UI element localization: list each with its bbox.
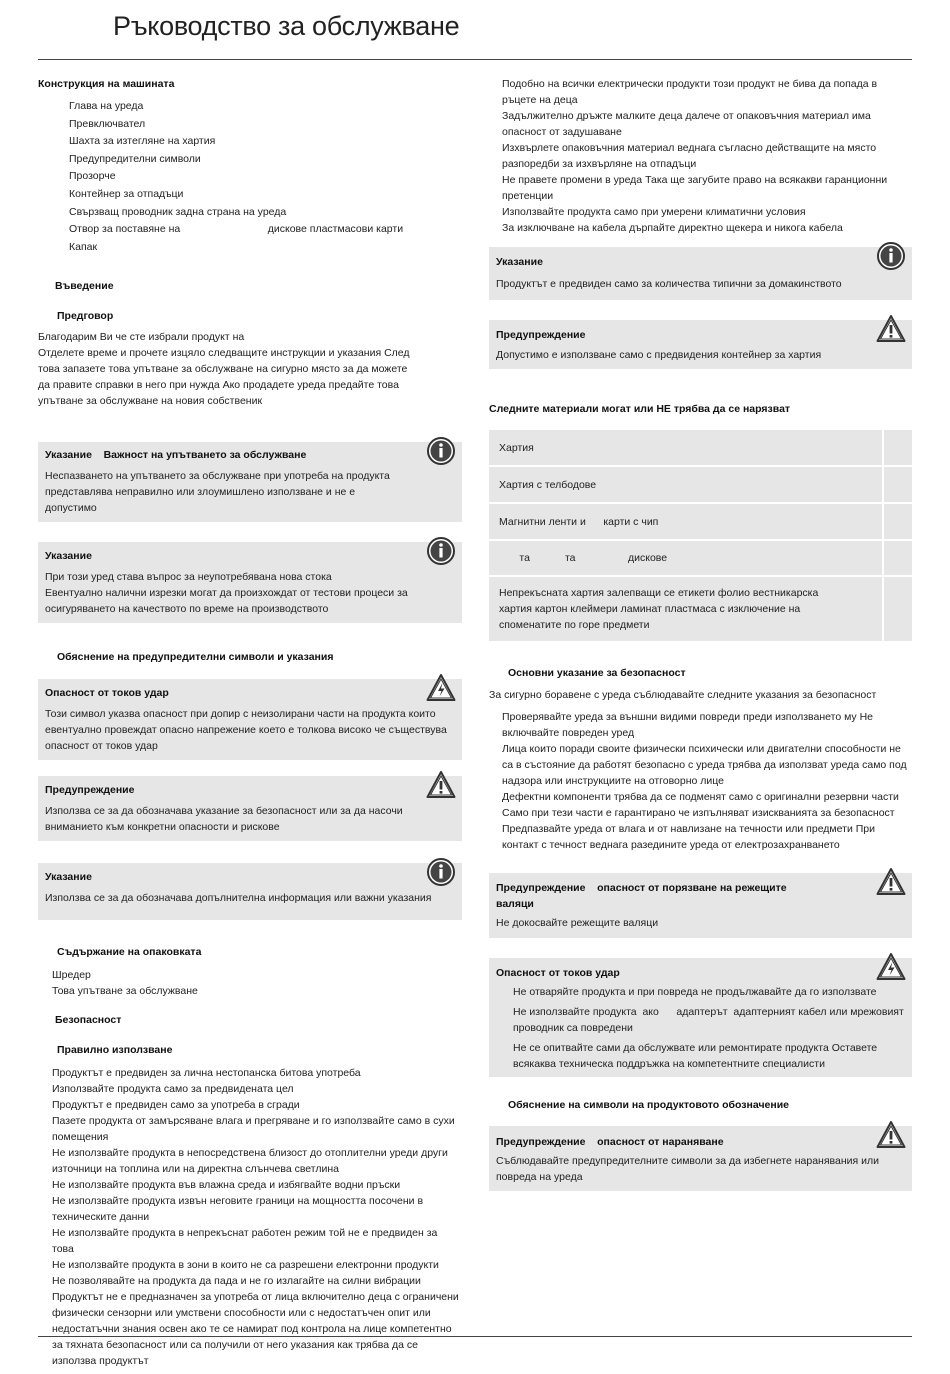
info-icon: [426, 436, 456, 466]
box-text: Не докосвайте режещите валяци: [496, 917, 659, 929]
foreword-heading: Предговор: [57, 310, 114, 323]
box-list: [513, 984, 905, 1072]
page-title: Ръководство за обслужване: [113, 11, 460, 41]
construction-heading: Конструкция на машината: [38, 78, 175, 90]
material-cell: Непрекъсната хартия залепващи се етикети фолио вестникарска хартия картон клеймери ламинат пластмаса с изключение на споменатите по горе предмети: [489, 576, 883, 642]
construction-item: Капак: [69, 240, 98, 253]
material-cell: та та дискове: [489, 540, 883, 576]
proper-use-heading: Правилно използване: [57, 1044, 173, 1057]
info-icon: [876, 241, 906, 271]
construction-item: Превключвател: [69, 117, 146, 130]
materials-heading: Следните материали могат или НЕ трябва да се нарязват: [489, 403, 791, 415]
package-item: Това упътване за обслужване: [52, 985, 198, 998]
warning-triangle-icon: [426, 770, 456, 800]
note-box-new: [38, 542, 462, 623]
basic-safety-item: Дефектни компоненти трябва да се подменят само с оригинални резервни части Само при тези части е гарантирано че изпълняват изискванията за безопасност: [502, 791, 899, 819]
construction-item: Прозорче: [69, 170, 116, 183]
table-row: [489, 540, 912, 576]
product-symbols-heading: Обяснение на символи на продуктовото обозначение: [508, 1099, 790, 1111]
basic-safety-intro: За сигурно боравене с уреда съблюдавайте следните указания за безопасност: [489, 689, 877, 701]
foreword-line: Отделете време и прочете изцяло следващите инструкции и указания След това запазете това упътване за обслужване на сигурно място за да можете да правите справки в него при нужда Ако продадете уреда предайте това упътване за обслужване на новия собственик: [38, 347, 410, 408]
construction-item: Глава на уреда: [69, 100, 144, 112]
box-title: Предупреждение: [496, 329, 586, 341]
construction-item: Контейнер за отпадъци: [69, 187, 184, 200]
foreword-line: Благодарим Ви че сте избрали продукт на: [38, 331, 245, 344]
material-cell: Хартия с телбодове: [489, 466, 883, 503]
box-title: Опасност от токов удар: [45, 687, 169, 700]
table-row: [489, 576, 912, 642]
warning-triangle-icon: [876, 867, 906, 897]
material-cell: Магнитни ленти и карти с чип: [489, 503, 883, 540]
proper-use-item: Продуктът е предвиден само за употреба в сгради: [52, 1099, 300, 1112]
right-top-item: За изключване на кабела дърпайте директно щекера и никога кабела: [502, 222, 843, 234]
right-top-item: Не правете промени в уреда Така ще загубите право на всякакви гаранционни претенции: [502, 174, 888, 202]
construction-item: Свързващ проводник задна страна на уреда: [69, 205, 287, 218]
warning-triangle-icon: [876, 314, 906, 344]
basic-safety-list: [502, 709, 912, 853]
box-text: Продуктът е предвиден само за количества типични за домакинството: [496, 278, 842, 290]
proper-use-item: Не използвайте продукта в непрекъснат работен режим той не е предвиден за това: [52, 1227, 438, 1256]
box-title: Предупреждение: [45, 784, 135, 797]
construction-list: [69, 98, 462, 256]
basic-safety-item: Предпазвайте уреда от влага и от навлизане на течности или предмети При контакт с течност веднага разедините уреда от електрозахранването: [502, 823, 875, 851]
cut-warning-box: [489, 873, 912, 938]
box-title: Указание: [496, 256, 543, 268]
right-column: [489, 70, 912, 1191]
construction-item: Предупредителни символи: [69, 152, 201, 165]
container-warning-box: [489, 320, 912, 369]
proper-use-item: Не използвайте продукта в зони в които не са разрешени електронни продукти: [52, 1259, 439, 1272]
box-text: Съблюдавайте предупредителните символи за да избегнете наранявания или повреда на уреда: [496, 1155, 879, 1183]
basic-safety-heading: Основни указание за безопасност: [508, 667, 686, 679]
box-text: Използва се за да обозначава допълнителна информация или важни указания: [45, 892, 432, 905]
bottom-rule: [38, 1336, 912, 1337]
warning-triangle-icon: [876, 1120, 906, 1150]
info-icon: [426, 857, 456, 887]
right-top-item: Изхвърлете опаковъчния материал веднага съгласно действащите на място разпоредби за изхвърляне на отпадъци: [502, 142, 877, 170]
package-heading: Съдържание на опаковката: [57, 946, 202, 959]
proper-use-item: Не използвайте продукта във влажна среда и избягвайте водни пръски: [52, 1179, 401, 1192]
box-title: Опасност от токов удар: [496, 967, 620, 979]
proper-use-item: Не позволявайте на продукта да пада и не го излагайте на силни вибрации: [52, 1275, 421, 1288]
proper-use-item: Използвайте продукта само за предвидената цел: [52, 1083, 294, 1096]
electric-shock-icon: [426, 673, 456, 703]
package-list: [52, 967, 462, 999]
construction-item: Шахта за изтегляне на хартия: [69, 135, 216, 148]
box-title: Указание: [45, 550, 92, 563]
material-mark-cell: [883, 503, 912, 540]
proper-use-item: Продуктът е предвиден за лична нестопанска битова употреба: [52, 1067, 361, 1080]
table-row: [489, 430, 912, 466]
box-text: Допустимо е използване само с предвидения контейнер за хартия: [496, 349, 822, 361]
proper-use-item: Пазете продукта от замърсяване влага и прегряване и го използвайте само в сухи помещения: [52, 1115, 455, 1144]
box-list-item: Не се опитвайте сами да обслужвате или ремонтирате продукта Оставете всякаква техническа поддръжка на компетентните специалисти: [513, 1042, 878, 1070]
right-top-item: Подобно на всички електрически продукти този продукт не бива да попада в ръцете на деца: [502, 78, 878, 106]
injury-warning-box: [489, 1126, 912, 1191]
material-mark-cell: [883, 540, 912, 576]
household-note-box: [489, 247, 912, 300]
note-box: [38, 863, 462, 920]
right-top-item: Задължително дръжте малките деца далече от опаковъчния материал има опасност от задушаване: [502, 110, 871, 138]
package-item: Шредер: [52, 969, 91, 982]
foreword-text: [38, 329, 418, 409]
info-icon: [426, 536, 456, 566]
material-mark-cell: [883, 430, 912, 466]
box-title: Указание: [45, 871, 92, 884]
shock-box-2: [489, 958, 912, 1077]
box-text: Този символ указва опасност при допир с неизолирани части на продукта които евентуално провеждат опасно напрежение което е толкова високо че съществува опасност от токов удар: [45, 708, 447, 753]
left-column: [38, 70, 462, 1369]
box-title: Предупреждение опасност от нараняване: [496, 1136, 724, 1148]
box-title: Предупреждение опасност от порязване на режещите валяци: [496, 882, 790, 910]
symbols-heading: Обяснение на предупредителни символи и указания: [57, 651, 334, 664]
shock-box: [38, 679, 462, 760]
warning-box: [38, 776, 462, 841]
box-text: Използва се за да обозначава указание за безопасност или за да насочи вниманието към конкретни опасности и рискове: [45, 805, 403, 834]
box-text: При този уред става въпрос за неупотребявана нова стока Евентуално налични изрезки могат да произхождат от тестови процеси за осигуряването на качеството по време на производството: [45, 571, 408, 616]
proper-use-item: Не използвайте продукта в непосредствена близост до отоплителни уреди други източници на топлина или на директна слънчева светлина: [52, 1147, 448, 1176]
box-list-item: Не използвайте продукта ако адаптерът адаптерният кабел или мрежовият проводник са повредени: [513, 1006, 907, 1034]
proper-use-list: [52, 1065, 462, 1369]
proper-use-item: Продуктът не е предназначен за употреба от лица включително деца с ограничени физически сензорни или умствени способности или с недостатъчен опит или недостатъчни знания освен ако те се намират под контрола на лице компетентно за тяхната безопасност или са получили от него указания как трябва да се използва продуктът: [52, 1291, 459, 1368]
materials-table: [489, 430, 912, 643]
box-list-item: Не отваряйте продукта и при повреда не продължавайте да го използвате: [513, 986, 877, 998]
top-rule: [38, 59, 912, 60]
material-cell: Хартия: [489, 430, 883, 466]
box-text: Неспазването на упътването за обслужване при употреба на продукта представлява неправилно или злоумишлено използване и не е допустимо: [45, 470, 390, 515]
box-title: Указание Важност на упътването за обслужване: [45, 449, 307, 462]
proper-use-item: Не използвайте продукта извън неговите граници на мощността посочени в техническите данни: [52, 1195, 424, 1224]
basic-safety-item: Проверявайте уреда за външни видими повреди преди използването му Не включвайте повреден уред: [502, 711, 873, 739]
material-mark-cell: [883, 576, 912, 642]
right-top-list: [502, 76, 907, 236]
electric-shock-icon: [876, 952, 906, 982]
construction-item: Отвор за поставяне на дискове пластмасови карти: [69, 223, 404, 236]
basic-safety-item: Лица които поради своите физически психически или двигателни способности не са в състояние да работят безопасно с уреда трябва да използват уреда само под надзора или инструкциите на отговорно лице: [502, 743, 907, 787]
right-top-item: Използвайте продукта само при умерени климатични условия: [502, 206, 806, 218]
material-mark-cell: [883, 466, 912, 503]
table-row: [489, 503, 912, 540]
intro-heading: Въведение: [55, 280, 114, 293]
safety-heading: Безопасност: [55, 1014, 122, 1027]
table-row: [489, 466, 912, 503]
note-box-importance: [38, 442, 462, 522]
